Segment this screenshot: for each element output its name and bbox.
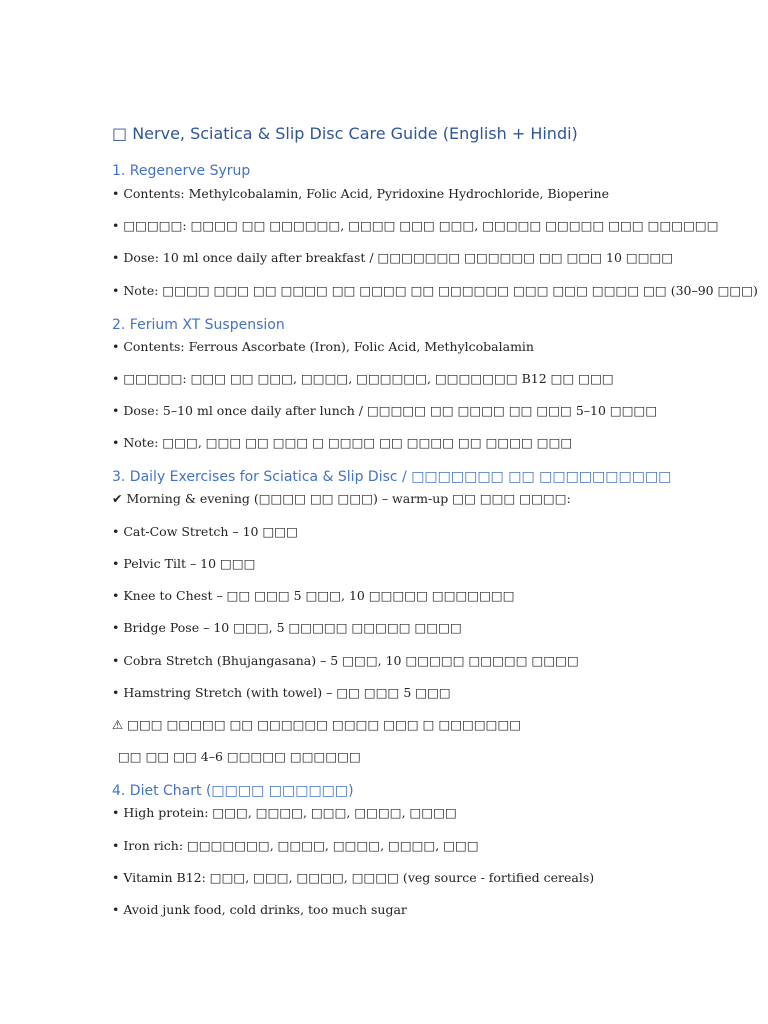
section-heading-exercises: 3. Daily Exercises for Sciatica & Slip Disc / □□□□□□□ □□ □□□□□□□□□□: [112, 469, 672, 485]
section-heading-regenerve: 1. Regenerve Syrup: [112, 163, 251, 179]
list-item: • □□□□□: □□□□ □□ □□□□□□, □□□□ □□□ □□□, □□□□□ □□□□□ □□□ □□□□□□: [112, 218, 719, 233]
list-item: • Avoid junk food, cold drinks, too much sugar: [112, 902, 407, 917]
section-heading-diet: 4. Diet Chart (□□□□ □□□□□□): [112, 783, 354, 799]
list-item: • Note: □□□□ □□□ □□ □□□□ □□ □□□□ □□ □□□□□□ □□□ □□□ □□□□ □□ (30–90 □□□): [112, 283, 758, 298]
section-heading-ferium: 2. Ferium XT Suspension: [112, 317, 285, 333]
list-item: • Cat-Cow Stretch – 10 □□□: [112, 524, 298, 539]
list-item: ✔ Morning & evening (□□□□ □□ □□□) – warm-up □□ □□□ □□□□:: [112, 491, 571, 506]
list-item: • Vitamin B12: □□□, □□□, □□□□, □□□□ (veg source - fortified cereals): [112, 870, 595, 885]
list-item: • Note: □□□, □□□ □□ □□□ □ □□□□ □□ □□□□ □□ □□□□ □□□: [112, 435, 573, 450]
list-item: • Dose: 10 ml once daily after breakfast / □□□□□□□ □□□□□□ □□ □□□ 10 □□□□: [112, 250, 674, 265]
list-item: • Dose: 5–10 ml once daily after lunch / □□□□□ □□ □□□□ □□ □□□ 5–10 □□□□: [112, 403, 658, 418]
list-item: • Contents: Ferrous Ascorbate (Iron), Folic Acid, Methylcobalamin: [112, 339, 534, 354]
list-item: • Cobra Stretch (Bhujangasana) – 5 □□□, 10 □□□□□ □□□□□ □□□□: [112, 653, 579, 668]
warning-note-continued: □□ □□ □□ 4–6 □□□□□ □□□□□□: [118, 749, 361, 764]
list-item: • Knee to Chest – □□ □□□ 5 □□□, 10 □□□□□ □□□□□□□: [112, 588, 515, 603]
list-item: • Bridge Pose – 10 □□□, 5 □□□□□ □□□□□ □□□□: [112, 620, 462, 635]
list-item: • Hamstring Stretch (with towel) – □□ □□□ 5 □□□: [112, 685, 451, 700]
list-item: • Contents: Methylcobalamin, Folic Acid, Pyridoxine Hydrochloride, Bioperine: [112, 186, 609, 201]
page-title: □ Nerve, Sciatica & Slip Disc Care Guide (English + Hindi): [112, 124, 578, 143]
warning-note: ⚠ □□□ □□□□□ □□ □□□□□□ □□□□ □□□ □ □□□□□□□: [112, 717, 522, 732]
list-item: • Iron rich: □□□□□□□, □□□□, □□□□, □□□□, □□□: [112, 838, 479, 853]
list-item: • □□□□□: □□□ □□ □□□, □□□□, □□□□□□, □□□□□□□ B12 □□ □□□: [112, 371, 614, 386]
list-item: • High protein: □□□, □□□□, □□□, □□□□, □□□□: [112, 805, 457, 820]
list-item: • Pelvic Tilt – 10 □□□: [112, 556, 256, 571]
